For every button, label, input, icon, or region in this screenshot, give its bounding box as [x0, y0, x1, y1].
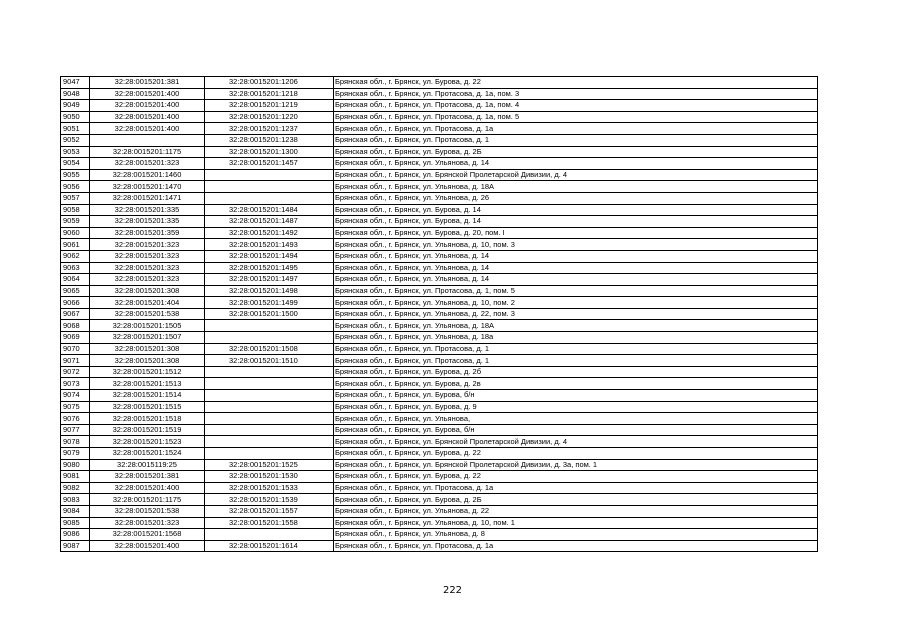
related-cadastral-number-cell	[205, 436, 334, 448]
row-number-cell: 9067	[61, 308, 90, 320]
cadastral-number-cell: 32:28:0015201:400	[90, 88, 205, 100]
row-number-cell: 9055	[61, 169, 90, 181]
cadastral-number-cell: 32:28:0015201:1471	[90, 192, 205, 204]
cadastral-number-cell: 32:28:0015201:400	[90, 111, 205, 123]
address-cell: Брянская обл., г. Брянск, ул. Бурова, д. 9	[334, 401, 818, 413]
address-cell: Брянская обл., г. Брянск, ул. Ульянова, д. 26	[334, 192, 818, 204]
row-number-cell: 9068	[61, 320, 90, 332]
address-cell: Брянская обл., г. Брянск, ул. Протасова, д. 1а, пом. 4	[334, 100, 818, 112]
table-row	[61, 77, 818, 89]
address-cell: Брянская обл., г. Брянск, ул. Протасова, д. 1а, пом. 5	[334, 111, 818, 123]
table-row	[61, 494, 818, 506]
row-number-cell: 9085	[61, 517, 90, 529]
related-cadastral-number-cell: 32:28:0015201:1498	[205, 285, 334, 297]
table-row	[61, 378, 818, 390]
row-number-cell: 9083	[61, 494, 90, 506]
related-cadastral-number-cell: 32:28:0015201:1493	[205, 239, 334, 251]
address-cell: Брянская обл., г. Брянск, ул. Бурова, д. 2б	[334, 366, 818, 378]
table-row	[61, 517, 818, 529]
address-cell: Брянская обл., г. Брянск, ул. Ульянова, д. 18А	[334, 181, 818, 193]
row-number-cell: 9056	[61, 181, 90, 193]
row-number-cell: 9052	[61, 134, 90, 146]
related-cadastral-number-cell: 32:28:0015201:1238	[205, 134, 334, 146]
related-cadastral-number-cell	[205, 378, 334, 390]
row-number-cell: 9063	[61, 262, 90, 274]
row-number-cell: 9087	[61, 540, 90, 552]
address-cell: Брянская обл., г. Брянск, ул. Ульянова, д. 14	[334, 250, 818, 262]
related-cadastral-number-cell: 32:28:0015201:1530	[205, 471, 334, 483]
row-number-cell: 9069	[61, 332, 90, 344]
row-number-cell: 9081	[61, 471, 90, 483]
related-cadastral-number-cell: 32:28:0015201:1219	[205, 100, 334, 112]
related-cadastral-number-cell	[205, 192, 334, 204]
cadastral-number-cell: 32:28:0015201:404	[90, 297, 205, 309]
row-number-cell: 9049	[61, 100, 90, 112]
related-cadastral-number-cell: 32:28:0015201:1558	[205, 517, 334, 529]
table-row	[61, 88, 818, 100]
row-number-cell: 9051	[61, 123, 90, 135]
address-cell: Брянская обл., г. Брянск, ул. Бурова, д. 2Б	[334, 146, 818, 158]
row-number-cell: 9058	[61, 204, 90, 216]
row-number-cell: 9065	[61, 285, 90, 297]
table-row	[61, 239, 818, 251]
table-row	[61, 192, 818, 204]
related-cadastral-number-cell	[205, 390, 334, 402]
address-cell: Брянская обл., г. Брянск, ул. Бурова, б/н	[334, 424, 818, 436]
related-cadastral-number-cell	[205, 366, 334, 378]
row-number-cell: 9073	[61, 378, 90, 390]
cadastral-number-cell: 32:28:0015201:381	[90, 77, 205, 89]
address-cell: Брянская обл., г. Брянск, ул. Бурова, д. 14	[334, 204, 818, 216]
cadastral-number-cell: 32:28:0015201:323	[90, 239, 205, 251]
related-cadastral-number-cell: 32:28:0015201:1510	[205, 355, 334, 367]
related-cadastral-number-cell: 32:28:0015201:1533	[205, 482, 334, 494]
row-number-cell: 9064	[61, 274, 90, 286]
table-row	[61, 274, 818, 286]
address-cell: Брянская обл., г. Брянск, ул. Брянской Пролетарской Дивизии, д. 3а, пом. 1	[334, 459, 818, 471]
related-cadastral-number-cell: 32:28:0015201:1484	[205, 204, 334, 216]
table-row	[61, 285, 818, 297]
related-cadastral-number-cell	[205, 448, 334, 460]
table-row	[61, 343, 818, 355]
row-number-cell: 9050	[61, 111, 90, 123]
table-row	[61, 297, 818, 309]
table-row	[61, 308, 818, 320]
table-row	[61, 424, 818, 436]
table-row	[61, 448, 818, 460]
table-row	[61, 471, 818, 483]
table-row	[61, 332, 818, 344]
table-row	[61, 529, 818, 541]
related-cadastral-number-cell: 32:28:0015201:1539	[205, 494, 334, 506]
table-row	[61, 505, 818, 517]
address-cell: Брянская обл., г. Брянск, ул. Брянской Пролетарской Дивизии, д. 4	[334, 169, 818, 181]
related-cadastral-number-cell: 32:28:0015201:1218	[205, 88, 334, 100]
related-cadastral-number-cell: 32:28:0015201:1557	[205, 505, 334, 517]
address-cell: Брянская обл., г. Брянск, ул. Ульянова, д. 14	[334, 274, 818, 286]
related-cadastral-number-cell: 32:28:0015201:1300	[205, 146, 334, 158]
address-cell: Брянская обл., г. Брянск, ул. Ульянова, д. 14	[334, 158, 818, 170]
related-cadastral-number-cell	[205, 424, 334, 436]
cadastral-number-cell: 32:28:0015201:400	[90, 482, 205, 494]
cadastral-number-cell: 32:28:0015201:323	[90, 250, 205, 262]
table-row	[61, 250, 818, 262]
row-number-cell: 9075	[61, 401, 90, 413]
related-cadastral-number-cell: 32:28:0015201:1499	[205, 297, 334, 309]
address-cell: Брянская обл., г. Брянск, ул. Ульянова, д. 8	[334, 529, 818, 541]
table-row	[61, 320, 818, 332]
row-number-cell: 9079	[61, 448, 90, 460]
related-cadastral-number-cell: 32:28:0015201:1457	[205, 158, 334, 170]
row-number-cell: 9084	[61, 505, 90, 517]
related-cadastral-number-cell: 32:28:0015201:1492	[205, 227, 334, 239]
cadastral-number-cell: 32:28:0015201:538	[90, 308, 205, 320]
address-cell: Брянская обл., г. Брянск, ул. Протасова, д. 1	[334, 355, 818, 367]
cadastral-number-cell: 32:28:0015201:308	[90, 285, 205, 297]
cadastral-number-cell: 32:28:0015201:359	[90, 227, 205, 239]
address-cell: Брянская обл., г. Брянск, ул. Ульянова, д. 14	[334, 262, 818, 274]
cadastral-number-cell: 32:28:0015201:323	[90, 517, 205, 529]
address-cell: Брянская обл., г. Брянск, ул. Ульянова, д. 10, пом. 3	[334, 239, 818, 251]
table-row	[61, 169, 818, 181]
row-number-cell: 9062	[61, 250, 90, 262]
address-cell: Брянская обл., г. Брянск, ул. Протасова, д. 1, пом. 5	[334, 285, 818, 297]
address-cell: Брянская обл., г. Брянск, ул. Бурова, д. 22	[334, 471, 818, 483]
address-cell: Брянская обл., г. Брянск, ул. Брянской Пролетарской Дивизии, д. 4	[334, 436, 818, 448]
cadastral-number-cell: 32:28:0015201:538	[90, 505, 205, 517]
cadastral-number-cell: 32:28:0015201:1523	[90, 436, 205, 448]
row-number-cell: 9082	[61, 482, 90, 494]
cadastral-number-cell: 32:28:0015201:1507	[90, 332, 205, 344]
page-number: 222	[442, 585, 463, 596]
table-row	[61, 158, 818, 170]
cadastral-number-cell: 32:28:0015201:1519	[90, 424, 205, 436]
cadastral-number-cell: 32:28:0015201:335	[90, 204, 205, 216]
related-cadastral-number-cell	[205, 169, 334, 181]
table-row	[61, 227, 818, 239]
table-row	[61, 366, 818, 378]
cadastral-number-cell: 32:28:0015201:1515	[90, 401, 205, 413]
related-cadastral-number-cell: 32:28:0015201:1237	[205, 123, 334, 135]
related-cadastral-number-cell	[205, 320, 334, 332]
cadastral-number-cell: 32:28:0015201:1175	[90, 494, 205, 506]
row-number-cell: 9061	[61, 239, 90, 251]
address-cell: Брянская обл., г. Брянск, ул. Бурова, б/н	[334, 390, 818, 402]
row-number-cell: 9074	[61, 390, 90, 402]
address-cell: Брянская обл., г. Брянск, ул. Ульянова, д. 22	[334, 505, 818, 517]
address-cell: Брянская обл., г. Брянск, ул. Бурова, д. 2в	[334, 378, 818, 390]
cadastral-number-cell	[90, 134, 205, 146]
cadastral-number-cell: 32:28:0015201:1518	[90, 413, 205, 425]
related-cadastral-number-cell	[205, 529, 334, 541]
table-row	[61, 436, 818, 448]
address-cell: Брянская обл., г. Брянск, ул. Ульянова, д. 10, пом. 1	[334, 517, 818, 529]
table-row	[61, 216, 818, 228]
cadastral-number-cell: 32:28:0015201:1460	[90, 169, 205, 181]
address-cell: Брянская обл., г. Брянск, ул. Бурова, д. 14	[334, 216, 818, 228]
cadastral-number-cell: 32:28:0015201:1524	[90, 448, 205, 460]
address-cell: Брянская обл., г. Брянск, ул. Протасова, д. 1а	[334, 123, 818, 135]
row-number-cell: 9048	[61, 88, 90, 100]
cadastral-number-cell: 32:28:0015201:400	[90, 123, 205, 135]
row-number-cell: 9057	[61, 192, 90, 204]
cadastral-number-cell: 32:28:0015201:381	[90, 471, 205, 483]
row-number-cell: 9072	[61, 366, 90, 378]
row-number-cell: 9078	[61, 436, 90, 448]
registry-table-body	[61, 77, 818, 552]
table-row	[61, 413, 818, 425]
cadastral-number-cell: 32:28:0015201:400	[90, 100, 205, 112]
row-number-cell: 9053	[61, 146, 90, 158]
address-cell: Брянская обл., г. Брянск, ул. Бурова, д. 2Б	[334, 494, 818, 506]
table-row	[61, 146, 818, 158]
cadastral-number-cell: 32:28:0015201:1513	[90, 378, 205, 390]
related-cadastral-number-cell: 32:28:0015201:1614	[205, 540, 334, 552]
address-cell: Брянская обл., г. Брянск, ул. Бурова, д. 22	[334, 448, 818, 460]
table-row	[61, 390, 818, 402]
cadastral-number-cell: 32:28:0015201:1505	[90, 320, 205, 332]
cadastral-number-cell: 32:28:0015201:1512	[90, 366, 205, 378]
address-cell: Брянская обл., г. Брянск, ул. Ульянова,	[334, 413, 818, 425]
address-cell: Брянская обл., г. Брянск, ул. Бурова, д. 22	[334, 77, 818, 89]
address-cell: Брянская обл., г. Брянск, ул. Протасова, д. 1	[334, 134, 818, 146]
table-row	[61, 123, 818, 135]
cadastral-number-cell: 32:28:0015201:308	[90, 343, 205, 355]
related-cadastral-number-cell: 32:28:0015201:1220	[205, 111, 334, 123]
cadastral-number-cell: 32:28:0015201:308	[90, 355, 205, 367]
row-number-cell: 9060	[61, 227, 90, 239]
row-number-cell: 9054	[61, 158, 90, 170]
related-cadastral-number-cell	[205, 332, 334, 344]
row-number-cell: 9066	[61, 297, 90, 309]
row-number-cell: 9077	[61, 424, 90, 436]
related-cadastral-number-cell: 32:28:0015201:1494	[205, 250, 334, 262]
table-row	[61, 204, 818, 216]
related-cadastral-number-cell: 32:28:0015201:1525	[205, 459, 334, 471]
cadastral-number-cell: 32:28:0015201:323	[90, 158, 205, 170]
address-cell: Брянская обл., г. Брянск, ул. Ульянова, д. 18а	[334, 332, 818, 344]
row-number-cell: 9086	[61, 529, 90, 541]
cadastral-number-cell: 32:28:0015201:1175	[90, 146, 205, 158]
row-number-cell: 9071	[61, 355, 90, 367]
row-number-cell: 9080	[61, 459, 90, 471]
table-row	[61, 401, 818, 413]
cadastral-number-cell: 32:28:0015119:25	[90, 459, 205, 471]
row-number-cell: 9076	[61, 413, 90, 425]
row-number-cell: 9070	[61, 343, 90, 355]
address-cell: Брянская обл., г. Брянск, ул. Протасова, д. 1а	[334, 540, 818, 552]
cadastral-number-cell: 32:28:0015201:323	[90, 274, 205, 286]
related-cadastral-number-cell: 32:28:0015201:1500	[205, 308, 334, 320]
cadastral-number-cell: 32:28:0015201:323	[90, 262, 205, 274]
table-row	[61, 459, 818, 471]
table-row	[61, 482, 818, 494]
cadastral-number-cell: 32:28:0015201:1568	[90, 529, 205, 541]
related-cadastral-number-cell: 32:28:0015201:1508	[205, 343, 334, 355]
table-row	[61, 134, 818, 146]
related-cadastral-number-cell: 32:28:0015201:1487	[205, 216, 334, 228]
row-number-cell: 9047	[61, 77, 90, 89]
table-row	[61, 111, 818, 123]
address-cell: Брянская обл., г. Брянск, ул. Ульянова, д. 22, пом. 3	[334, 308, 818, 320]
table-row	[61, 181, 818, 193]
cadastral-number-cell: 32:28:0015201:1470	[90, 181, 205, 193]
cadastral-number-cell: 32:28:0015201:400	[90, 540, 205, 552]
row-number-cell: 9059	[61, 216, 90, 228]
related-cadastral-number-cell	[205, 401, 334, 413]
address-cell: Брянская обл., г. Брянск, ул. Бурова, д. 20, пом. I	[334, 227, 818, 239]
cadastral-number-cell: 32:28:0015201:1514	[90, 390, 205, 402]
table-row	[61, 355, 818, 367]
registry-table	[60, 76, 818, 552]
cadastral-number-cell: 32:28:0015201:335	[90, 216, 205, 228]
address-cell: Брянская обл., г. Брянск, ул. Ульянова, д. 18А	[334, 320, 818, 332]
address-cell: Брянская обл., г. Брянск, ул. Протасова, д. 1а	[334, 482, 818, 494]
related-cadastral-number-cell	[205, 181, 334, 193]
address-cell: Брянская обл., г. Брянск, ул. Ульянова, д. 10, пом. 2	[334, 297, 818, 309]
table-row	[61, 262, 818, 274]
related-cadastral-number-cell: 32:28:0015201:1497	[205, 274, 334, 286]
address-cell: Брянская обл., г. Брянск, ул. Протасова, д. 1а, пом. 3	[334, 88, 818, 100]
related-cadastral-number-cell	[205, 413, 334, 425]
address-cell: Брянская обл., г. Брянск, ул. Протасова, д. 1	[334, 343, 818, 355]
related-cadastral-number-cell: 32:28:0015201:1206	[205, 77, 334, 89]
table-row	[61, 100, 818, 112]
related-cadastral-number-cell: 32:28:0015201:1495	[205, 262, 334, 274]
table-row	[61, 540, 818, 552]
